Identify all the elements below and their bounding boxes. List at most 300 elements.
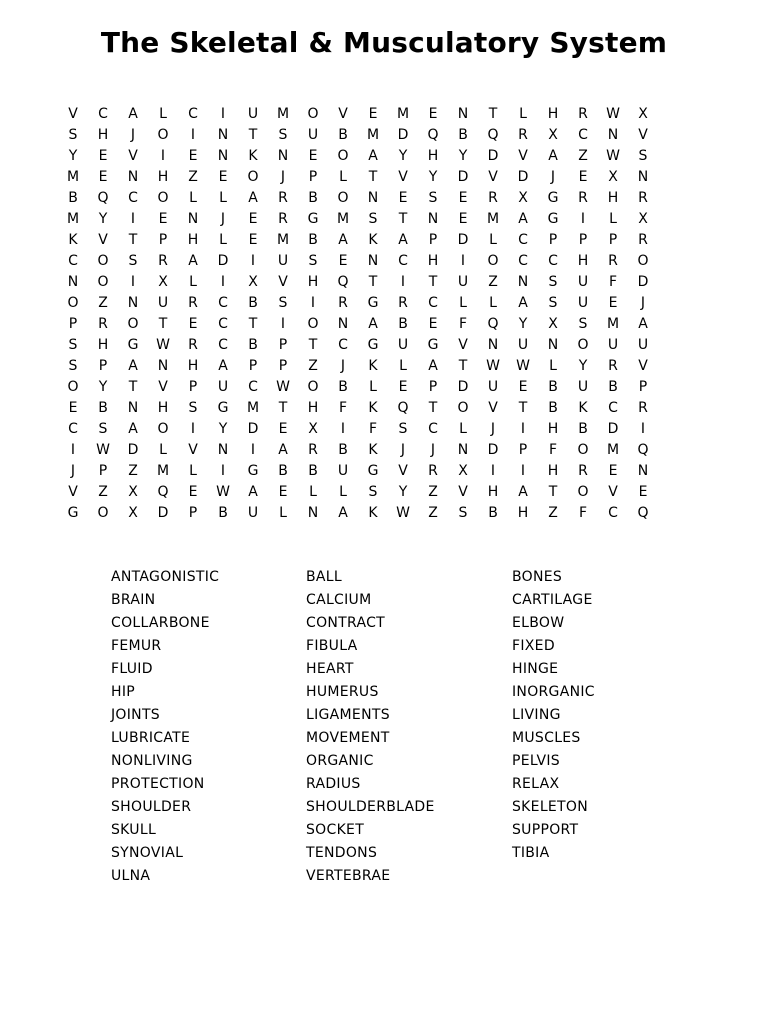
- grid-letter[interactable]: B: [98, 400, 108, 416]
- grid-letter[interactable]: P: [68, 316, 78, 332]
- grid-letter[interactable]: Z: [308, 358, 318, 374]
- grid-letter[interactable]: Z: [488, 274, 498, 290]
- grid-letter[interactable]: B: [458, 127, 468, 143]
- grid-letter[interactable]: P: [98, 463, 108, 479]
- grid-letter[interactable]: R: [398, 295, 408, 311]
- grid-letter[interactable]: E: [248, 232, 258, 248]
- grid-letter[interactable]: T: [488, 106, 498, 122]
- grid-letter[interactable]: A: [248, 190, 258, 206]
- grid-letter[interactable]: R: [578, 190, 588, 206]
- grid-letter[interactable]: X: [638, 211, 648, 227]
- grid-letter[interactable]: B: [248, 295, 258, 311]
- grid-letter[interactable]: K: [248, 148, 258, 164]
- grid-letter[interactable]: I: [280, 316, 286, 332]
- grid-letter[interactable]: M: [366, 127, 380, 143]
- grid-letter[interactable]: U: [307, 127, 319, 143]
- grid-letter[interactable]: W: [486, 358, 500, 374]
- grid-letter[interactable]: E: [98, 169, 108, 185]
- grid-letter[interactable]: T: [368, 169, 378, 185]
- grid-letter[interactable]: V: [398, 463, 408, 479]
- grid-letter[interactable]: I: [190, 421, 196, 437]
- grid-letter[interactable]: A: [128, 358, 138, 374]
- grid-letter[interactable]: R: [188, 337, 198, 353]
- grid-letter[interactable]: I: [520, 463, 526, 479]
- grid-letter[interactable]: U: [457, 274, 469, 290]
- grid-letter[interactable]: Y: [218, 421, 228, 437]
- grid-letter[interactable]: C: [128, 190, 138, 206]
- grid-letter[interactable]: J: [400, 442, 406, 458]
- grid-letter[interactable]: D: [157, 505, 169, 521]
- grid-letter[interactable]: V: [608, 484, 618, 500]
- grid-letter[interactable]: N: [337, 316, 349, 332]
- grid-letter[interactable]: B: [488, 505, 498, 521]
- grid-letter[interactable]: N: [367, 190, 379, 206]
- grid-letter[interactable]: B: [548, 400, 558, 416]
- grid-letter[interactable]: V: [488, 400, 498, 416]
- grid-letter[interactable]: H: [187, 232, 199, 248]
- grid-letter[interactable]: I: [130, 274, 136, 290]
- grid-letter[interactable]: Z: [98, 295, 108, 311]
- grid-letter[interactable]: E: [158, 211, 168, 227]
- grid-letter[interactable]: X: [128, 505, 138, 521]
- grid-letter[interactable]: I: [250, 442, 256, 458]
- grid-letter[interactable]: W: [396, 505, 410, 521]
- grid-letter[interactable]: P: [578, 232, 588, 248]
- grid-letter[interactable]: D: [607, 421, 619, 437]
- grid-letter[interactable]: B: [338, 127, 348, 143]
- grid-letter[interactable]: S: [68, 127, 78, 143]
- grid-letter[interactable]: G: [217, 400, 229, 416]
- grid-letter[interactable]: A: [248, 484, 258, 500]
- grid-letter[interactable]: E: [278, 421, 288, 437]
- grid-letter[interactable]: S: [188, 400, 198, 416]
- grid-letter[interactable]: A: [338, 505, 348, 521]
- grid-letter[interactable]: E: [608, 295, 618, 311]
- grid-letter[interactable]: K: [368, 358, 378, 374]
- grid-letter[interactable]: P: [518, 442, 528, 458]
- grid-letter[interactable]: A: [548, 148, 558, 164]
- grid-letter[interactable]: Q: [637, 442, 649, 458]
- grid-letter[interactable]: Z: [578, 148, 588, 164]
- grid-letter[interactable]: G: [67, 505, 79, 521]
- grid-letter[interactable]: T: [428, 400, 438, 416]
- grid-letter[interactable]: O: [157, 190, 169, 206]
- grid-letter[interactable]: E: [218, 169, 228, 185]
- grid-letter[interactable]: T: [128, 232, 138, 248]
- grid-letter[interactable]: P: [248, 358, 258, 374]
- grid-letter[interactable]: D: [457, 379, 469, 395]
- grid-letter[interactable]: C: [188, 106, 198, 122]
- grid-letter[interactable]: F: [578, 505, 588, 521]
- grid-letter[interactable]: I: [250, 253, 256, 269]
- grid-letter[interactable]: G: [367, 463, 379, 479]
- grid-letter[interactable]: Z: [428, 505, 438, 521]
- grid-letter[interactable]: C: [518, 232, 528, 248]
- grid-letter[interactable]: U: [277, 253, 289, 269]
- grid-letter[interactable]: G: [547, 211, 559, 227]
- grid-letter[interactable]: O: [337, 190, 349, 206]
- grid-letter[interactable]: A: [218, 358, 228, 374]
- grid-letter[interactable]: L: [339, 484, 347, 500]
- grid-letter[interactable]: X: [128, 484, 138, 500]
- grid-letter[interactable]: A: [188, 253, 198, 269]
- grid-letter[interactable]: G: [307, 211, 319, 227]
- grid-letter[interactable]: R: [188, 295, 198, 311]
- grid-letter[interactable]: B: [578, 421, 588, 437]
- grid-letter[interactable]: Z: [548, 505, 558, 521]
- grid-letter[interactable]: E: [188, 316, 198, 332]
- grid-letter[interactable]: N: [217, 442, 229, 458]
- grid-letter[interactable]: N: [187, 211, 199, 227]
- grid-letter[interactable]: N: [217, 127, 229, 143]
- grid-letter[interactable]: U: [577, 295, 589, 311]
- grid-letter[interactable]: O: [577, 442, 589, 458]
- grid-letter[interactable]: D: [487, 148, 499, 164]
- grid-letter[interactable]: L: [219, 232, 227, 248]
- grid-letter[interactable]: W: [216, 484, 230, 500]
- grid-letter[interactable]: M: [276, 232, 290, 248]
- grid-letter[interactable]: P: [548, 232, 558, 248]
- grid-letter[interactable]: H: [157, 169, 169, 185]
- grid-letter[interactable]: T: [548, 484, 558, 500]
- grid-letter[interactable]: R: [158, 253, 168, 269]
- grid-letter[interactable]: C: [608, 505, 618, 521]
- grid-letter[interactable]: O: [577, 337, 589, 353]
- grid-letter[interactable]: B: [218, 505, 228, 521]
- grid-letter[interactable]: H: [487, 484, 499, 500]
- grid-letter[interactable]: H: [547, 421, 559, 437]
- grid-letter[interactable]: S: [278, 295, 288, 311]
- grid-letter[interactable]: V: [518, 148, 528, 164]
- grid-letter[interactable]: E: [308, 148, 318, 164]
- grid-letter[interactable]: X: [638, 106, 648, 122]
- grid-letter[interactable]: Y: [458, 148, 468, 164]
- grid-letter[interactable]: E: [518, 379, 528, 395]
- grid-letter[interactable]: I: [520, 421, 526, 437]
- grid-letter[interactable]: F: [548, 442, 558, 458]
- grid-letter[interactable]: J: [550, 169, 556, 185]
- grid-letter[interactable]: U: [397, 337, 409, 353]
- grid-letter[interactable]: K: [368, 505, 378, 521]
- grid-letter[interactable]: A: [128, 106, 138, 122]
- grid-letter[interactable]: O: [157, 127, 169, 143]
- grid-letter[interactable]: N: [427, 211, 439, 227]
- grid-letter[interactable]: L: [189, 463, 197, 479]
- grid-letter[interactable]: O: [577, 484, 589, 500]
- grid-letter[interactable]: U: [337, 463, 349, 479]
- grid-letter[interactable]: R: [578, 463, 588, 479]
- grid-letter[interactable]: C: [218, 295, 228, 311]
- grid-letter[interactable]: O: [307, 106, 319, 122]
- grid-letter[interactable]: J: [640, 295, 646, 311]
- grid-letter[interactable]: S: [428, 190, 438, 206]
- grid-letter[interactable]: F: [368, 421, 378, 437]
- grid-letter[interactable]: Y: [428, 169, 438, 185]
- grid-letter[interactable]: N: [367, 253, 379, 269]
- grid-letter[interactable]: I: [190, 127, 196, 143]
- grid-letter[interactable]: V: [68, 106, 78, 122]
- grid-letter[interactable]: R: [308, 442, 318, 458]
- grid-letter[interactable]: K: [368, 232, 378, 248]
- grid-letter[interactable]: V: [98, 232, 108, 248]
- grid-letter[interactable]: T: [278, 400, 288, 416]
- grid-letter[interactable]: Z: [428, 484, 438, 500]
- grid-letter[interactable]: U: [487, 379, 499, 395]
- grid-letter[interactable]: L: [459, 295, 467, 311]
- grid-letter[interactable]: C: [218, 337, 228, 353]
- grid-letter[interactable]: M: [396, 106, 410, 122]
- grid-letter[interactable]: D: [397, 127, 409, 143]
- grid-letter[interactable]: E: [68, 400, 78, 416]
- grid-letter[interactable]: N: [127, 295, 139, 311]
- grid-letter[interactable]: T: [248, 127, 258, 143]
- grid-letter[interactable]: S: [398, 421, 408, 437]
- grid-letter[interactable]: J: [340, 358, 346, 374]
- grid-letter[interactable]: T: [458, 358, 468, 374]
- grid-letter[interactable]: L: [279, 505, 287, 521]
- grid-letter[interactable]: A: [278, 442, 288, 458]
- grid-letter[interactable]: N: [127, 169, 139, 185]
- grid-letter[interactable]: H: [607, 190, 619, 206]
- grid-letter[interactable]: Q: [487, 127, 499, 143]
- grid-letter[interactable]: T: [518, 400, 528, 416]
- grid-letter[interactable]: X: [548, 316, 558, 332]
- grid-letter[interactable]: R: [608, 358, 618, 374]
- grid-letter[interactable]: E: [398, 190, 408, 206]
- grid-letter[interactable]: S: [548, 274, 558, 290]
- grid-letter[interactable]: R: [98, 316, 108, 332]
- grid-letter[interactable]: S: [638, 148, 648, 164]
- grid-letter[interactable]: N: [487, 337, 499, 353]
- grid-letter[interactable]: R: [638, 400, 648, 416]
- grid-letter[interactable]: P: [188, 379, 198, 395]
- grid-letter[interactable]: U: [607, 337, 619, 353]
- grid-letter[interactable]: L: [189, 190, 197, 206]
- grid-letter[interactable]: B: [308, 463, 318, 479]
- grid-letter[interactable]: R: [578, 106, 588, 122]
- grid-letter[interactable]: S: [68, 337, 78, 353]
- grid-letter[interactable]: J: [430, 442, 436, 458]
- grid-letter[interactable]: H: [547, 463, 559, 479]
- grid-letter[interactable]: I: [580, 211, 586, 227]
- grid-letter[interactable]: I: [220, 463, 226, 479]
- grid-letter[interactable]: O: [67, 295, 79, 311]
- grid-letter[interactable]: I: [70, 442, 76, 458]
- grid-letter[interactable]: A: [518, 211, 528, 227]
- grid-letter[interactable]: A: [398, 232, 408, 248]
- grid-letter[interactable]: S: [368, 484, 378, 500]
- grid-letter[interactable]: V: [458, 337, 468, 353]
- grid-letter[interactable]: A: [518, 295, 528, 311]
- grid-letter[interactable]: F: [338, 400, 348, 416]
- grid-letter[interactable]: Y: [398, 148, 408, 164]
- grid-letter[interactable]: V: [278, 274, 288, 290]
- grid-letter[interactable]: N: [217, 148, 229, 164]
- grid-letter[interactable]: B: [338, 442, 348, 458]
- grid-letter[interactable]: A: [368, 316, 378, 332]
- grid-letter[interactable]: K: [368, 400, 378, 416]
- grid-letter[interactable]: W: [96, 442, 110, 458]
- grid-letter[interactable]: A: [638, 316, 648, 332]
- grid-letter[interactable]: S: [548, 295, 558, 311]
- grid-letter[interactable]: C: [518, 253, 528, 269]
- grid-letter[interactable]: E: [188, 484, 198, 500]
- grid-letter[interactable]: E: [368, 106, 378, 122]
- grid-letter[interactable]: L: [219, 190, 227, 206]
- grid-letter[interactable]: A: [368, 148, 378, 164]
- grid-letter[interactable]: I: [400, 274, 406, 290]
- grid-letter[interactable]: U: [247, 106, 259, 122]
- grid-letter[interactable]: S: [308, 253, 318, 269]
- grid-letter[interactable]: N: [607, 127, 619, 143]
- grid-letter[interactable]: T: [158, 316, 168, 332]
- grid-letter[interactable]: J: [130, 127, 136, 143]
- grid-letter[interactable]: X: [458, 463, 468, 479]
- grid-letter[interactable]: E: [188, 148, 198, 164]
- grid-letter[interactable]: G: [427, 337, 439, 353]
- grid-letter[interactable]: Y: [578, 358, 588, 374]
- grid-letter[interactable]: C: [428, 421, 438, 437]
- grid-letter[interactable]: C: [68, 421, 78, 437]
- grid-letter[interactable]: L: [549, 358, 557, 374]
- grid-letter[interactable]: O: [97, 253, 109, 269]
- grid-letter[interactable]: X: [518, 190, 528, 206]
- grid-letter[interactable]: A: [128, 421, 138, 437]
- grid-letter[interactable]: H: [157, 400, 169, 416]
- grid-letter[interactable]: X: [308, 421, 318, 437]
- grid-letter[interactable]: H: [97, 337, 109, 353]
- grid-letter[interactable]: B: [308, 190, 318, 206]
- grid-letter[interactable]: M: [246, 400, 260, 416]
- grid-letter[interactable]: R: [638, 190, 648, 206]
- grid-letter[interactable]: U: [577, 274, 589, 290]
- grid-letter[interactable]: T: [128, 379, 138, 395]
- grid-letter[interactable]: B: [548, 379, 558, 395]
- grid-letter[interactable]: Y: [98, 211, 108, 227]
- grid-letter[interactable]: C: [338, 337, 348, 353]
- grid-letter[interactable]: J: [280, 169, 286, 185]
- grid-letter[interactable]: B: [68, 190, 78, 206]
- grid-letter[interactable]: E: [458, 190, 468, 206]
- grid-letter[interactable]: L: [399, 358, 407, 374]
- grid-letter[interactable]: S: [578, 316, 588, 332]
- grid-letter[interactable]: A: [338, 232, 348, 248]
- grid-letter[interactable]: E: [398, 379, 408, 395]
- grid-letter[interactable]: X: [548, 127, 558, 143]
- grid-letter[interactable]: N: [547, 337, 559, 353]
- grid-letter[interactable]: E: [638, 484, 648, 500]
- grid-letter[interactable]: U: [157, 295, 169, 311]
- grid-letter[interactable]: L: [489, 232, 497, 248]
- grid-letter[interactable]: B: [278, 463, 288, 479]
- grid-letter[interactable]: P: [98, 358, 108, 374]
- grid-letter[interactable]: Y: [398, 484, 408, 500]
- grid-letter[interactable]: T: [308, 337, 318, 353]
- grid-letter[interactable]: V: [638, 127, 648, 143]
- grid-letter[interactable]: Q: [397, 400, 409, 416]
- grid-letter[interactable]: P: [308, 169, 318, 185]
- grid-letter[interactable]: I: [310, 295, 316, 311]
- grid-letter[interactable]: C: [218, 316, 228, 332]
- grid-letter[interactable]: E: [608, 463, 618, 479]
- grid-letter[interactable]: L: [519, 106, 527, 122]
- grid-letter[interactable]: S: [458, 505, 468, 521]
- grid-letter[interactable]: R: [428, 463, 438, 479]
- grid-letter[interactable]: M: [486, 211, 500, 227]
- grid-letter[interactable]: L: [339, 169, 347, 185]
- grid-letter[interactable]: M: [66, 211, 80, 227]
- grid-letter[interactable]: X: [608, 169, 618, 185]
- grid-letter[interactable]: S: [368, 211, 378, 227]
- grid-letter[interactable]: N: [637, 169, 649, 185]
- grid-letter[interactable]: N: [457, 442, 469, 458]
- grid-letter[interactable]: Z: [188, 169, 198, 185]
- grid-letter[interactable]: S: [98, 421, 108, 437]
- grid-letter[interactable]: Q: [97, 190, 109, 206]
- grid-letter[interactable]: L: [489, 295, 497, 311]
- grid-letter[interactable]: P: [428, 379, 438, 395]
- grid-letter[interactable]: C: [428, 295, 438, 311]
- grid-letter[interactable]: O: [97, 505, 109, 521]
- grid-letter[interactable]: T: [398, 211, 408, 227]
- grid-letter[interactable]: X: [248, 274, 258, 290]
- grid-letter[interactable]: K: [68, 232, 78, 248]
- grid-letter[interactable]: B: [248, 337, 258, 353]
- grid-letter[interactable]: R: [488, 190, 498, 206]
- grid-letter[interactable]: G: [127, 337, 139, 353]
- grid-letter[interactable]: U: [637, 337, 649, 353]
- grid-letter[interactable]: D: [127, 442, 139, 458]
- grid-letter[interactable]: O: [247, 169, 259, 185]
- grid-letter[interactable]: M: [156, 463, 170, 479]
- grid-letter[interactable]: K: [578, 400, 588, 416]
- grid-letter[interactable]: H: [517, 505, 529, 521]
- grid-letter[interactable]: S: [128, 253, 138, 269]
- grid-letter[interactable]: C: [578, 127, 588, 143]
- grid-letter[interactable]: Z: [128, 463, 138, 479]
- grid-letter[interactable]: E: [338, 253, 348, 269]
- grid-letter[interactable]: L: [309, 484, 317, 500]
- grid-letter[interactable]: N: [127, 400, 139, 416]
- grid-letter[interactable]: D: [457, 169, 469, 185]
- grid-letter[interactable]: H: [427, 253, 439, 269]
- grid-letter[interactable]: E: [428, 316, 438, 332]
- grid-letter[interactable]: C: [68, 253, 78, 269]
- grid-letter[interactable]: V: [338, 106, 348, 122]
- grid-letter[interactable]: E: [458, 211, 468, 227]
- grid-letter[interactable]: U: [247, 505, 259, 521]
- grid-letter[interactable]: T: [428, 274, 438, 290]
- grid-letter[interactable]: Q: [157, 484, 169, 500]
- grid-letter[interactable]: I: [130, 211, 136, 227]
- grid-letter[interactable]: D: [517, 169, 529, 185]
- grid-letter[interactable]: O: [157, 421, 169, 437]
- grid-letter[interactable]: A: [428, 358, 438, 374]
- grid-letter[interactable]: U: [517, 337, 529, 353]
- grid-letter[interactable]: H: [427, 148, 439, 164]
- grid-letter[interactable]: N: [67, 274, 79, 290]
- grid-letter[interactable]: W: [516, 358, 530, 374]
- grid-letter[interactable]: R: [338, 295, 348, 311]
- grid-letter[interactable]: B: [398, 316, 408, 332]
- grid-letter[interactable]: M: [276, 106, 290, 122]
- grid-letter[interactable]: I: [160, 148, 166, 164]
- grid-letter[interactable]: Q: [487, 316, 499, 332]
- grid-letter[interactable]: R: [278, 211, 288, 227]
- grid-letter[interactable]: M: [66, 169, 80, 185]
- grid-letter[interactable]: D: [487, 442, 499, 458]
- grid-letter[interactable]: P: [188, 505, 198, 521]
